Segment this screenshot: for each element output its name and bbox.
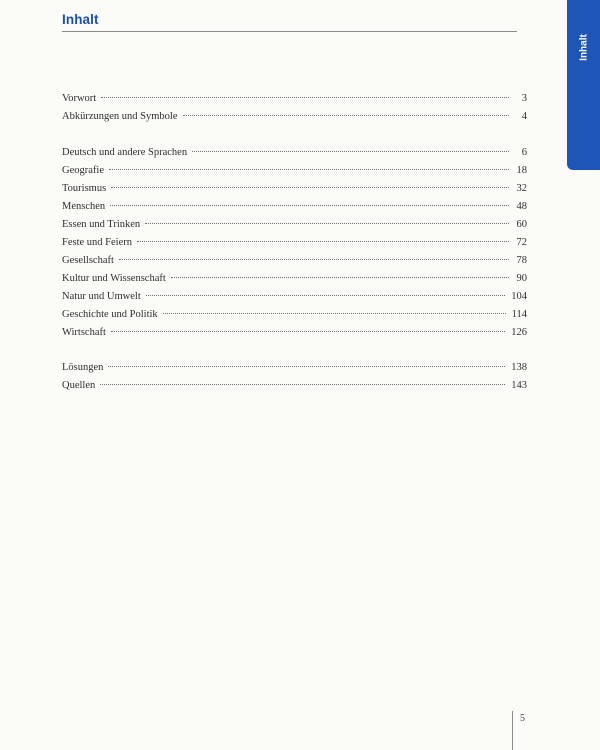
toc-entry[interactable] — [62, 180, 527, 198]
dot-leader — [110, 204, 509, 206]
toc-entry-page-number: 32 — [516, 182, 527, 194]
toc-entry-page-number: 114 — [511, 308, 527, 320]
toc-entry-label: Deutsch und andere Sprachen — [62, 146, 188, 158]
toc-entry-label: Geografie — [62, 164, 104, 176]
chapter-side-tab — [567, 0, 600, 170]
toc-group — [62, 144, 527, 342]
toc-entry-page-number: 90 — [516, 272, 527, 284]
toc-entry[interactable] — [62, 144, 527, 162]
side-tab-label: Inhalt — [578, 34, 589, 61]
dot-leader — [171, 276, 509, 278]
toc-entry-label: Geschichte und Politik — [62, 308, 158, 320]
toc-entry-page-number: 3 — [521, 93, 527, 104]
toc-entry[interactable] — [62, 324, 527, 342]
toc-entry-label: Menschen — [62, 200, 106, 212]
dot-leader — [100, 383, 505, 385]
toc-entry-label: Tourismus — [62, 182, 107, 194]
dot-leader — [111, 186, 509, 188]
toc-entry[interactable] — [62, 288, 527, 306]
toc-entry-label: Wirtschaft — [62, 326, 106, 338]
toc-entry-page-number: 4 — [521, 111, 527, 122]
toc-entry-page-number: 104 — [511, 290, 527, 302]
toc-entry[interactable] — [62, 359, 527, 377]
table-of-contents — [62, 90, 527, 395]
dot-leader — [163, 312, 506, 314]
dot-leader — [101, 96, 509, 98]
toc-entry[interactable] — [62, 270, 527, 288]
dot-leader — [111, 330, 505, 332]
page-title: Inhalt — [62, 12, 99, 27]
toc-entry-label: Quellen — [62, 380, 96, 391]
toc-group — [62, 90, 527, 126]
toc-entry[interactable] — [62, 252, 527, 270]
toc-entry-page-number: 126 — [511, 326, 527, 338]
toc-entry[interactable] — [62, 198, 527, 216]
toc-entry-page-number: 18 — [516, 164, 527, 176]
toc-entry-page-number: 138 — [511, 362, 527, 373]
dot-leader — [108, 365, 505, 367]
toc-entry[interactable] — [62, 377, 527, 395]
toc-entry-page-number: 78 — [516, 254, 527, 266]
toc-entry-page-number: 143 — [511, 380, 527, 391]
toc-entry-page-number: 72 — [516, 236, 527, 248]
toc-entry-label: Lösungen — [62, 362, 104, 373]
toc-entry-label: Essen und Trinken — [62, 218, 141, 230]
toc-entry[interactable] — [62, 90, 527, 108]
toc-entry-label: Natur und Umwelt — [62, 290, 141, 302]
toc-entry-label: Vorwort — [62, 93, 97, 104]
toc-group — [62, 359, 527, 395]
toc-entry-label: Gesellschaft — [62, 254, 114, 266]
dot-leader — [145, 222, 509, 224]
page-number: 5 — [520, 713, 525, 724]
toc-entry[interactable] — [62, 306, 527, 324]
dot-leader — [109, 168, 509, 170]
dot-leader — [146, 294, 506, 296]
dot-leader — [119, 258, 509, 260]
toc-entry-page-number: 6 — [521, 146, 527, 158]
toc-entry[interactable] — [62, 108, 527, 126]
dot-leader — [192, 150, 509, 152]
title-divider — [62, 31, 517, 32]
dot-leader — [183, 114, 510, 116]
toc-entry-label: Feste und Feiern — [62, 236, 132, 248]
toc-entry[interactable] — [62, 216, 527, 234]
toc-entry-label: Kultur und Wissenschaft — [62, 272, 166, 284]
toc-entry[interactable] — [62, 162, 527, 180]
toc-entry-label: Abkürzungen und Symbole — [62, 111, 178, 122]
toc-entry-page-number: 60 — [516, 218, 527, 230]
toc-entry-page-number: 48 — [516, 200, 527, 212]
toc-entry[interactable] — [62, 234, 527, 252]
footer-divider — [512, 711, 513, 750]
dot-leader — [137, 240, 509, 242]
